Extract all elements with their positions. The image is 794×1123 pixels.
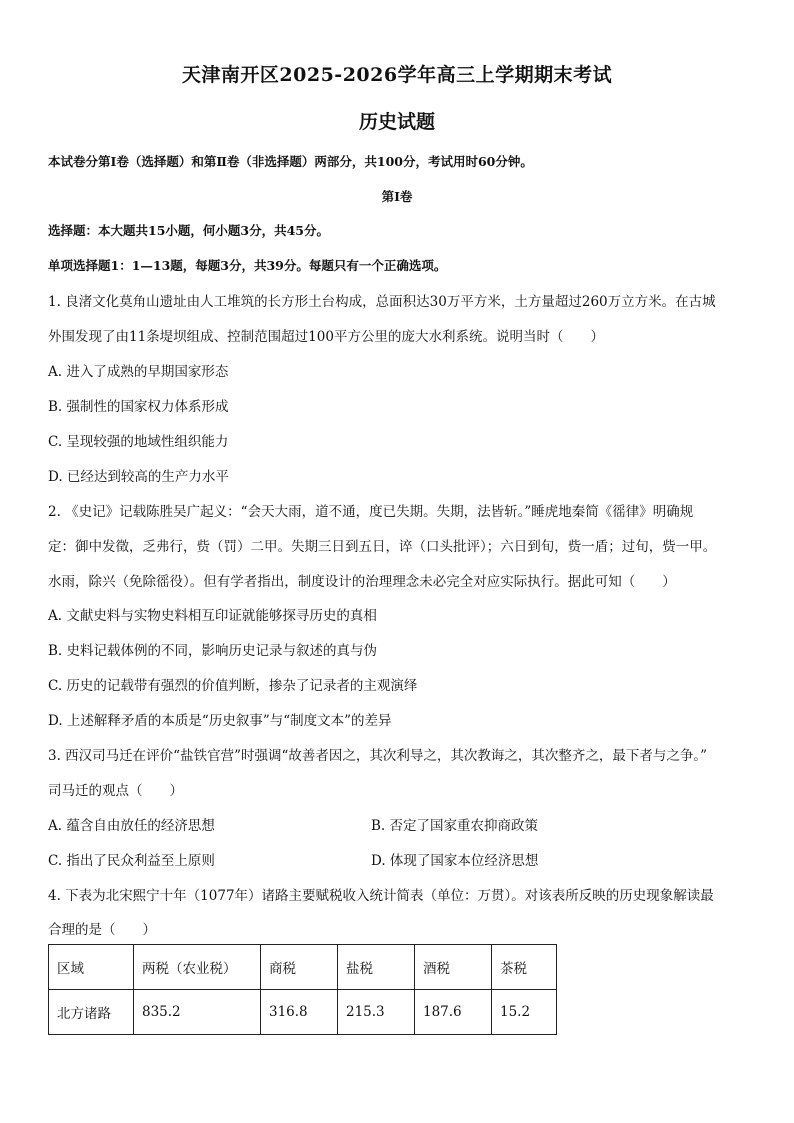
q2-option-b: B. 史料记载体例的不同，影响历史记录与叙述的真与伪 xyxy=(48,643,378,659)
q2-option-a: A. 文献史料与实物史料相互印证就能够探寻历史的真相 xyxy=(48,608,377,624)
q1-stem-line: 外围发现了由11条堤坝组成、控制范围超过100平方公里的庞大水利系统。说明当时（ ） xyxy=(48,329,604,345)
q2-option-d: D. 上述解释矛盾的本质是“历史叙事”与“制度文本”的差异 xyxy=(48,713,392,729)
exam-intro: 本试卷分第Ⅰ卷（选择题）和第Ⅱ卷（非选择题）两部分，共100分，考试用时60分钟。 xyxy=(48,154,533,169)
tax-table xyxy=(48,944,557,1035)
page-title: 天津南开区2025-2026学年高三上学期期末考试 xyxy=(181,64,613,86)
q2-stem-line: 2. 《史记》记载陈胜吴广起义：“会天大雨，道不通，度已失期。失期，法皆斩。”睡虎地秦简《徭律》明确规 xyxy=(48,504,694,520)
table-header-cell: 商税 xyxy=(261,945,338,990)
q3-option-d: D. 体现了国家本位经济思想 xyxy=(371,853,539,869)
q1-stem-line: 1. 良渚文化莫角山遗址由人工堆筑的长方形土台构成，总面积达30万平方米，土方量超过260万立方米。在古城 xyxy=(48,294,716,310)
q1-option-a: A. 进入了成熟的早期国家形态 xyxy=(48,364,229,380)
q3-option-b: B. 否定了国家重农抑商政策 xyxy=(371,818,539,834)
q4-stem-line: 4. 下表为北宋熙宁十年（1077年）诸路主要赋税收入统计简表（单位：万贯）。对该表所反映的历史现象解读最 xyxy=(48,888,714,904)
table-header-cell: 茶税 xyxy=(492,945,557,990)
q2-option-c: C. 历史的记载带有强烈的价值判断，掺杂了记录者的主观演绎 xyxy=(48,678,418,694)
q2-stem-line: 水雨，除兴（免除徭役）。但有学者指出，制度设计的治理理念未必完全对应实际执行。据此可知（ ） xyxy=(48,574,676,590)
table-row xyxy=(49,990,557,1035)
table-cell: 187.6 xyxy=(415,990,492,1035)
q2-stem-line: 定：御中发徵，乏弗行，赀（罚）二甲。失期三日到五日，谇（口头批评）；六日到旬，赀一盾；过旬，赀一甲。 xyxy=(48,539,717,555)
q1-option-b: B. 强制性的国家权力体系形成 xyxy=(48,399,229,415)
page-subtitle: 历史试题 xyxy=(358,111,435,133)
q3-stem-line: 3. 西汉司马迁在评价“盐铁官营”时强调“故善者因之，其次利导之，其次教诲之，其次整齐之，最下者与之争。” xyxy=(48,748,708,764)
table-cell: 835.2 xyxy=(134,990,261,1035)
q3-option-c: C. 指出了民众利益至上原则 xyxy=(48,853,215,869)
table-cell: 316.8 xyxy=(261,990,338,1035)
q4-stem-line: 合理的是（ ） xyxy=(48,922,156,938)
q3-option-a: A. 蕴含自由放任的经济思想 xyxy=(48,818,215,834)
table-cell: 北方诸路 xyxy=(49,990,134,1035)
table-header-cell: 盐税 xyxy=(338,945,415,990)
part-note: 选择题：本大题共15小题，何小题3分，共45分。 xyxy=(48,223,329,238)
table-header-row xyxy=(49,945,557,990)
table-cell: 15.2 xyxy=(492,990,557,1035)
section-heading: 第Ⅰ卷 xyxy=(381,189,413,204)
table-header-cell: 区域 xyxy=(49,945,134,990)
table-header-cell: 酒税 xyxy=(415,945,492,990)
q1-option-d: D. 已经达到较高的生产力水平 xyxy=(48,469,229,485)
table-cell: 215.3 xyxy=(338,990,415,1035)
q3-stem-line: 司马迁的观点（ ） xyxy=(48,783,183,799)
instruction: 单项选择题1：1—13题，每题3分，共39分。每题只有一个正确选项。 xyxy=(48,258,447,273)
table-header-cell: 两税（农业税） xyxy=(134,945,261,990)
q1-option-c: C. 呈现较强的地域性组织能力 xyxy=(48,434,229,450)
